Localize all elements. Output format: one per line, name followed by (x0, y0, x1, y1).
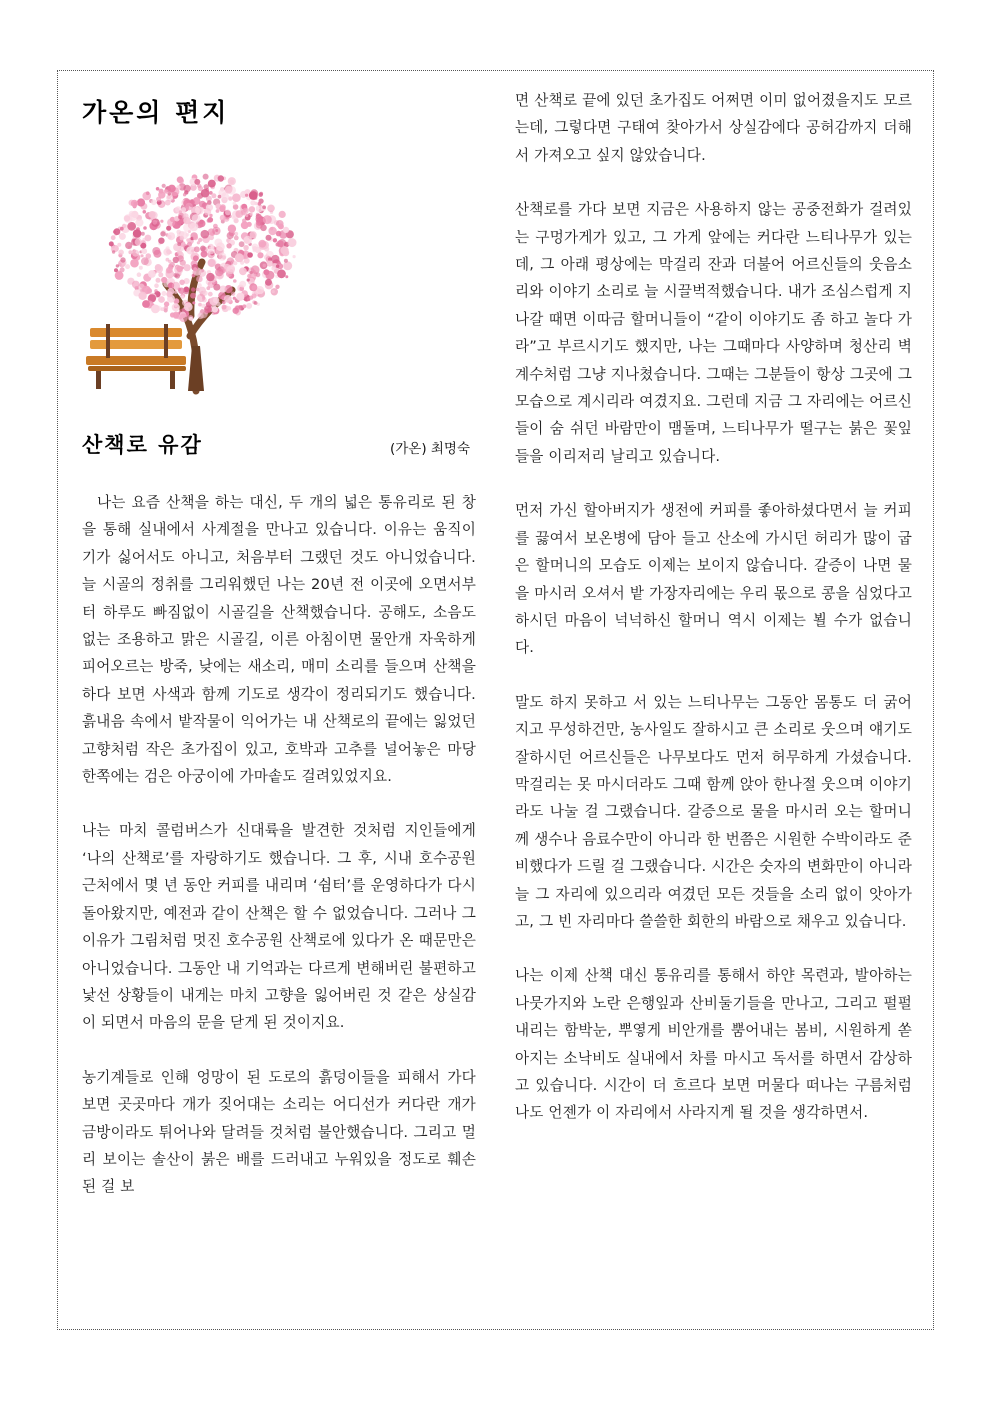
right-column-body (515, 87, 912, 1127)
article-header (82, 429, 476, 459)
cherry-blossom-tree-with-bench-icon (78, 166, 298, 396)
bench-icon (86, 324, 186, 389)
page-title: 가온의 편지 (82, 98, 230, 127)
paragraph: 산책로를 가다 보면 지금은 사용하지 않는 공중전화가 걸려있는 구멍가게가 있고, 그 가게 앞에는 커다란 느티나무가 있는데, 그 아래 평상에는 막걸리 잔과 더불어 어르신들의 웃음소리와 이야기 소리로 늘 시끌벅적했습니다. 내가 조심스럽게 지나갈 때면 이따금 할머니들이 “같이 이야기도 좀 하고 놀다 가라”고 부르시기도 했지만, 나는 그때마다 사양하며 청산리 벽계수처럼 그냥 지나쳤습니다. 그때는 그분들이 항상 그곳에 그 모습으로 계시리라 여겼지요. 그런데 지금 그 자리에는 어르신들이 숨 쉬던 바람만이 맴돌며, 느티나무가 떨구는 붉은 꽃잎들을 이리저리 날리고 있습니다. (515, 201, 912, 465)
letter-frame (57, 70, 934, 1330)
paragraph: 나는 이제 산책 대신 통유리를 통해서 하얀 목련과, 발아하는 나뭇가지와 노란 은행잎과 산비둘기들을 만나고, 그리고 펄펄 내리는 함박눈, 뿌옇게 비안개를 뿜어내는 봄비, 시원하게 쏟아지는 소낙비도 실내에서 차를 마시고 독서를 하면서 감상하고 있습니다. 시간이 더 흐르다 보면 머물다 떠나는 구름처럼 나도 언젠가 이 자리에서 사라지게 될 것을 생각하면서. (515, 967, 912, 1122)
paragraph: 나는 마치 콜럼버스가 신대륙을 발견한 것처럼 지인들에게 ‘나의 산책로’를 자랑하기도 했습니다. 그 후, 시내 호수공원 근처에서 몇 년 동안 커피를 내리며 ‘쉼터’를 운영하다가 다시 돌아왔지만, 예전과 같이 산책은 할 수 없었습니다. 그러나 그 이유가 그림처럼 멋진 호수공원 산책로에 있다가 온 때문만은 아니었습니다. 그동안 내 기억과는 다르게 변해버린 불편하고 낯선 상황들이 내게는 마치 고향을 잃어버린 것 같은 상실감이 되면서 마음의 문을 닫게 된 것이지요. (82, 822, 476, 1032)
left-column-body (82, 489, 476, 1201)
article-author: (가온) 최명숙 (389, 441, 470, 457)
paragraph: 나는 요즘 산책을 하는 대신, 두 개의 넓은 통유리로 된 창을 통해 실내에서 사계절을 만나고 있습니다. 이유는 움직이기가 싫어서도 아니고, 처음부터 그랬던 것도 아니었습니다. 늘 시골의 정취를 그리워했던 나는 20년 전 이곳에 오면서부터 하루도 빠짐없이 시골길을 산책했습니다. 공해도, 소음도 없는 조용하고 맑은 시골길, 이른 아침이면 물안개 자욱하게 피어오르는 방죽, 낮에는 새소리, 매미 소리를 들으며 산책을 하다 보면 사색과 함께 기도로 생각이 정리되기도 했습니다. 흙내음 속에서 밭작물이 익어가는 내 산책로의 끝에는 잃었던 고향처럼 작은 초가집이 있고, 호박과 고추를 널어놓은 마당 한쪽에는 검은 아궁이에 가마솥도 걸려있었지요. (82, 494, 476, 786)
paragraph: 말도 하지 못하고 서 있는 느티나무는 그동안 몸통도 더 굵어지고 무성하건만, 농사일도 잘하시고 큰 소리로 웃으며 얘기도 잘하시던 어르신들은 나무보다도 먼저 허무하게 가셨습니다. 막걸리는 못 마시더라도 그때 함께 앉아 한나절 웃으며 이야기라도 나눌 걸 그랬습니다. 갈증으로 물을 마시러 오는 할머니께 생수나 음료수만이 아니라 한 번쯤은 시원한 수박이라도 준비했다가 드릴 걸 그랬습니다. 시간은 숫자의 변화만이 아니라 늘 그 자리에 있으리라 여겼던 모든 것들을 소리 없이 앗아가고, 그 빈 자리마다 쓸쓸한 회한의 바람으로 채우고 있습니다. (515, 693, 912, 930)
paragraph: 면 산책로 끝에 있던 초가집도 어쩌면 이미 없어졌을지도 모르는데, 그렇다면 구태여 찾아가서 상실감에다 공허감까지 더해서 가져오고 싶지 않았습니다. (515, 92, 912, 164)
paragraph: 먼저 가신 할아버지가 생전에 커피를 좋아하셨다면서 늘 커피를 끓여서 보온병에 담아 들고 산소에 가시던 허리가 많이 굽은 할머니의 모습도 이제는 보이지 않습니다. 갈증이 나면 물을 마시러 오셔서 밭 가장자리에는 우리 몫으로 콩을 심었다고 하시던 마음이 넉넉하신 할머니 역시 이제는 뵐 수가 없습니다. (515, 502, 912, 657)
article-title: 산책로 유감 (82, 433, 203, 457)
paragraph: 농기계들로 인해 엉망이 된 도로의 흙덩이들을 피해서 가다 보면 곳곳마다 개가 짖어대는 소리는 어디선가 커다란 개가 금방이라도 튀어나와 달려들 것처럼 불안했습니다. 그리고 멀리 보이는 솔산이 붉은 배를 드러내고 누워있을 정도로 훼손된 걸 보 (82, 1068, 476, 1196)
blossom-canopy (109, 174, 297, 323)
